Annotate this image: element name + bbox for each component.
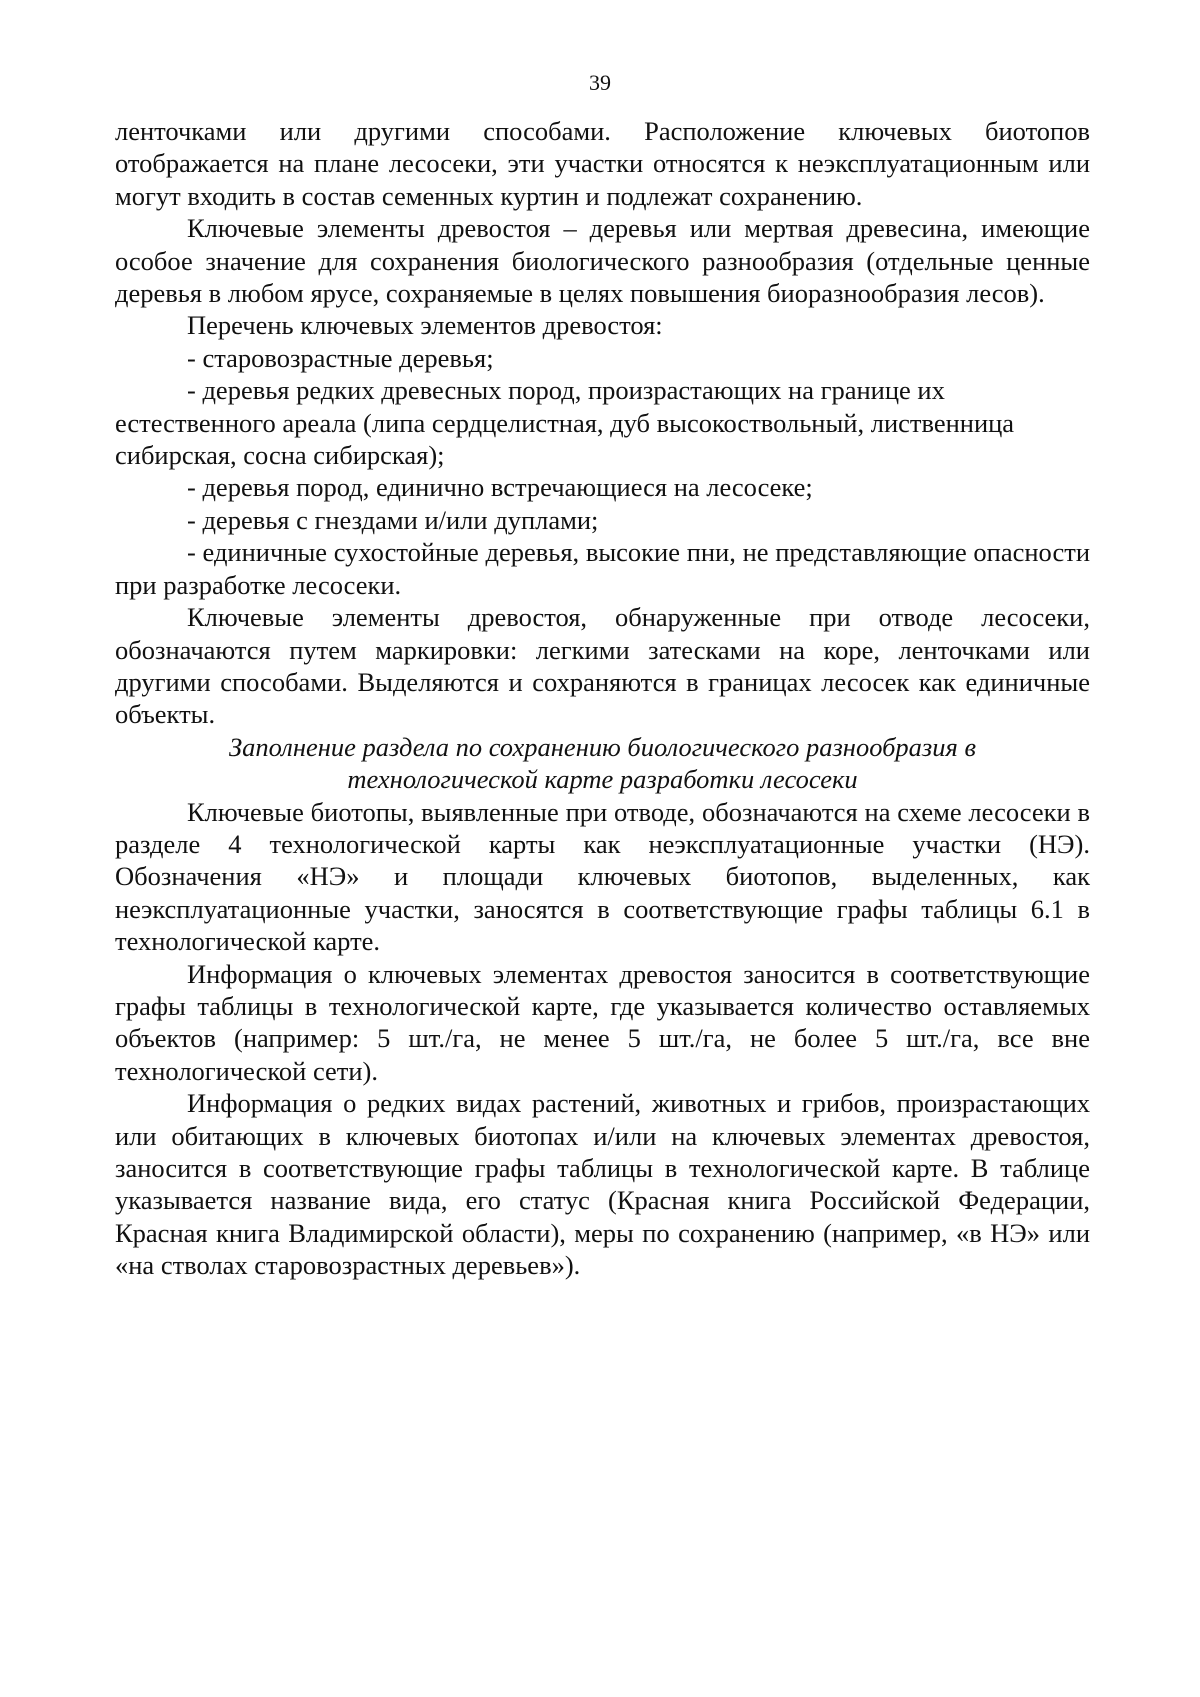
document-body [115,115,1090,1282]
section-heading-line: Заполнение раздела по сохранению биологического разнообразия в [229,731,976,762]
paragraph-rare-species-info: Информация о редких видах растений, животных и грибов, произрастающих или обитающих в ключевых биотопах и/или на ключевых элементах древостоя, заносится в соответствующие графы таблицы в технологической карте. В таблице указывается название вида, его статус (Красная книга Российской Федерации, Красная книга Владимирской области), меры по сохранению (например, «в НЭ» или «на стволах старовозрастных деревьев»). [115,1088,1090,1281]
list-item: - деревья с гнездами и/или дуплами; [187,504,599,535]
list-item: - старовозрастные деревья; [187,342,494,373]
paragraph-marking: Ключевые элементы древостоя, обнаруженные при отводе лесосеки, обозначаются путем маркировки: легкими затесками на коре, ленточками или другими способами. Выделяются и сохраняются в границах лесосек как единичные объекты. [115,602,1090,730]
paragraph-continuation: ленточками или другими способами. Расположение ключевых биотопов отображается на плане лесосеки, эти участки относятся к неэксплуатационным или могут входить в состав семенных куртин и подлежат сохранению. [115,116,1090,211]
paragraph-key-elements-definition: Ключевые элементы древостоя – деревья или мертвая древесина, имеющие особое значение для сохранения биологического разнообразия (отдельные ценные деревья в любом ярусе, сохраняемые в целях повышения биоразнообразия лесов). [115,213,1090,309]
paragraph-list-intro: Перечень ключевых элементов древостоя: [187,310,663,341]
paragraph-key-biotopes: Ключевые биотопы, выявленные при отводе, обозначаются на схеме лесосеки в разделе 4 технологической карты как неэксплуатационные участки (НЭ). Обозначения «НЭ» и площади ключевых биотопов, выделенных, как неэксплуатационные участки, заносятся в соответствующие графы таблицы 6.1 в технологической карте. [115,796,1090,957]
page-number: 39 [589,70,611,95]
list-item: - деревья пород, единично встречающиеся на лесосеке; [187,472,813,503]
section-heading-line: технологической карте разработки лесосеки [347,764,858,795]
list-item: - единичные сухостойные деревья, высокие пни, не представляющие опасности при разработке лесосеки. [115,537,1090,600]
section-heading [115,731,1090,796]
paragraph-key-elements-info: Информация о ключевых элементах древостоя заносится в соответствующие графы таблицы в технологической карте, где указывается количество оставляемых объектов (например: 5 шт./га, не менее 5 шт./га, не более 5 шт./га, все вне технологической сети). [115,958,1090,1086]
list-item: - деревья редких древесных пород, произрастающих на границе их естественного ареала (липа сердцелистная, дуб высокоствольный, лиственница сибирская, сосна сибирская); [115,375,1015,471]
